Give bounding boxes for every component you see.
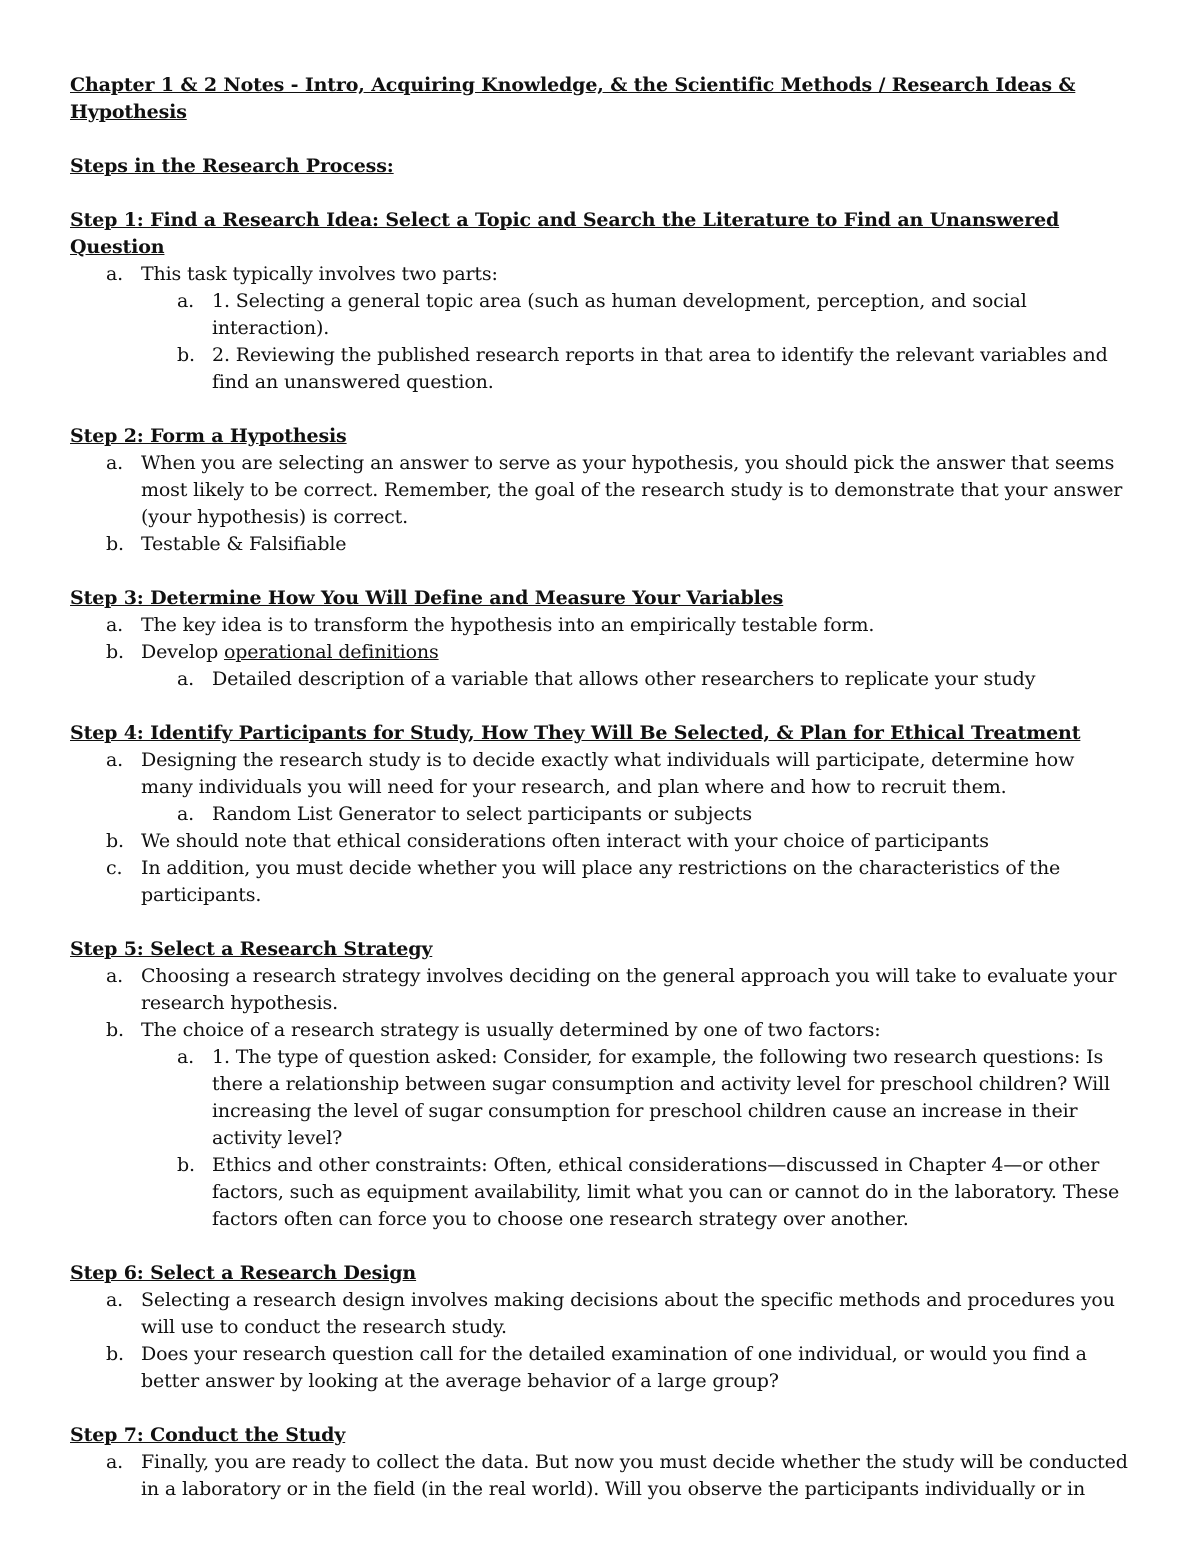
underlined-term: operational definitions bbox=[223, 641, 439, 663]
list-marker: a. bbox=[106, 1289, 124, 1311]
list-marker: b. bbox=[106, 641, 124, 663]
list-item bbox=[70, 1341, 1130, 1395]
step-heading: Step 2: Form a Hypothesis bbox=[70, 425, 347, 447]
sub-list bbox=[141, 666, 1130, 693]
section-subheading: Steps in the Research Process: bbox=[70, 155, 394, 177]
list-item-text: Random List Generator to select participants or subjects bbox=[212, 803, 752, 825]
step-list bbox=[70, 1449, 1130, 1503]
list-marker: a. bbox=[177, 1046, 195, 1068]
sub-list-item bbox=[141, 288, 1130, 342]
step-list bbox=[70, 612, 1130, 693]
step-list bbox=[70, 450, 1130, 558]
step-heading: Step 3: Determine How You Will Define and Measure Your Variables bbox=[70, 587, 784, 609]
sub-list-item bbox=[141, 1044, 1130, 1152]
list-item bbox=[70, 639, 1130, 693]
step-heading: Step 4: Identify Participants for Study, How They Will Be Selected, & Plan for Ethical Treatment bbox=[70, 722, 1081, 744]
list-item bbox=[70, 963, 1130, 1017]
sub-list-item bbox=[141, 1152, 1130, 1233]
list-item-text: Finally, you are ready to collect the data. But now you must decide whether the study will be conducted in a laboratory or in the field (in the real world). Will you observe the participants individually or in bbox=[141, 1451, 1128, 1500]
list-marker: a. bbox=[106, 749, 124, 771]
list-marker: b. bbox=[177, 344, 195, 366]
list-marker: a. bbox=[177, 290, 195, 312]
step-list bbox=[70, 963, 1130, 1233]
list-item-text: When you are selecting an answer to serve as your hypothesis, you should pick the answer that seems most likely to be correct. Remember, the goal of the research study is to demonstrate that your answer (your hypothesis) is correct. bbox=[141, 452, 1123, 528]
step-list bbox=[70, 1287, 1130, 1395]
list-item bbox=[70, 261, 1130, 396]
list-item-text: 1. The type of question asked: Consider, for example, the following two research questions: Is there a relationship between sugar consumption and activity level for preschool children? Will increasing the level of sugar consumption for preschool children cause an increase in their activity level? bbox=[212, 1046, 1110, 1149]
list-marker: a. bbox=[106, 1451, 124, 1473]
step-section-4 bbox=[70, 720, 1130, 909]
list-marker: a. bbox=[177, 803, 195, 825]
list-item-text: The key idea is to transform the hypothesis into an empirically testable form. bbox=[141, 614, 875, 636]
list-marker: a. bbox=[106, 965, 124, 987]
list-item bbox=[70, 1017, 1130, 1233]
step-list bbox=[70, 261, 1130, 396]
list-marker: b. bbox=[106, 533, 124, 555]
list-item-text: 1. Selecting a general topic area (such as human development, perception, and social interaction). bbox=[212, 290, 1027, 339]
list-item bbox=[70, 531, 1130, 558]
list-marker: b. bbox=[106, 1343, 124, 1365]
list-item-text: In addition, you must decide whether you will place any restrictions on the characteristics of the participants. bbox=[141, 857, 1061, 906]
list-marker: b. bbox=[106, 830, 124, 852]
list-item-text: Testable & Falsifiable bbox=[141, 533, 347, 555]
list-item-text: We should note that ethical considerations often interact with your choice of participants bbox=[141, 830, 989, 852]
list-item bbox=[70, 1287, 1130, 1341]
step-heading: Step 7: Conduct the Study bbox=[70, 1424, 346, 1446]
list-item-text: This task typically involves two parts: bbox=[141, 263, 498, 285]
list-item bbox=[70, 855, 1130, 909]
sub-list-item bbox=[141, 801, 1130, 828]
step-list bbox=[70, 747, 1130, 909]
list-marker: b. bbox=[177, 1154, 195, 1176]
step-section-5 bbox=[70, 936, 1130, 1233]
list-item-prefix: Develop bbox=[141, 641, 224, 663]
step-section-6 bbox=[70, 1260, 1130, 1395]
list-item-text: Does your research question call for the detailed examination of one individual, or would you find a better answer by looking at the average behavior of a large group? bbox=[141, 1343, 1087, 1392]
step-section-1 bbox=[70, 207, 1130, 396]
list-marker: c. bbox=[106, 857, 123, 879]
sub-list-item bbox=[141, 342, 1130, 396]
list-marker: a. bbox=[177, 668, 195, 690]
step-section-3 bbox=[70, 585, 1130, 693]
page-title: Chapter 1 & 2 Notes - Intro, Acquiring Knowledge, & the Scientific Methods / Research Ideas & Hypothesis bbox=[70, 74, 1076, 123]
step-heading: Step 5: Select a Research Strategy bbox=[70, 938, 433, 960]
sub-list-item bbox=[141, 666, 1130, 693]
sub-list bbox=[141, 1044, 1130, 1233]
list-item-text: Ethics and other constraints: Often, ethical considerations—discussed in Chapter 4—or other factors, such as equipment availability, limit what you can or cannot do in the laboratory. These factors often can force you to choose one research strategy over another. bbox=[212, 1154, 1120, 1230]
list-item-text: Detailed description of a variable that allows other researchers to replicate your study bbox=[212, 668, 1036, 690]
list-item bbox=[70, 1449, 1130, 1503]
step-heading: Step 6: Select a Research Design bbox=[70, 1262, 417, 1284]
list-marker: a. bbox=[106, 452, 124, 474]
sub-list bbox=[141, 288, 1130, 396]
list-item-text: Choosing a research strategy involves deciding on the general approach you will take to evaluate your research hypothesis. bbox=[141, 965, 1117, 1014]
step-section-2 bbox=[70, 423, 1130, 558]
list-item-text: 2. Reviewing the published research reports in that area to identify the relevant variables and find an unanswered question. bbox=[212, 344, 1108, 393]
list-item bbox=[70, 450, 1130, 531]
list-marker: a. bbox=[106, 614, 124, 636]
step-section-7 bbox=[70, 1422, 1130, 1503]
list-item-text: Designing the research study is to decide exactly what individuals will participate, determine how many individuals you will need for your research, and plan where and how to recruit them. bbox=[141, 749, 1075, 798]
list-marker: b. bbox=[106, 1019, 124, 1041]
list-item bbox=[70, 747, 1130, 828]
list-item-text: The choice of a research strategy is usually determined by one of two factors: bbox=[141, 1019, 881, 1041]
sub-list bbox=[141, 801, 1130, 828]
list-item bbox=[70, 828, 1130, 855]
list-item bbox=[70, 612, 1130, 639]
list-marker: a. bbox=[106, 263, 124, 285]
list-item-text: Selecting a research design involves making decisions about the specific methods and procedures you will use to conduct the research study. bbox=[141, 1289, 1115, 1338]
step-heading: Step 1: Find a Research Idea: Select a Topic and Search the Literature to Find an Unanswered Question bbox=[70, 209, 1060, 258]
